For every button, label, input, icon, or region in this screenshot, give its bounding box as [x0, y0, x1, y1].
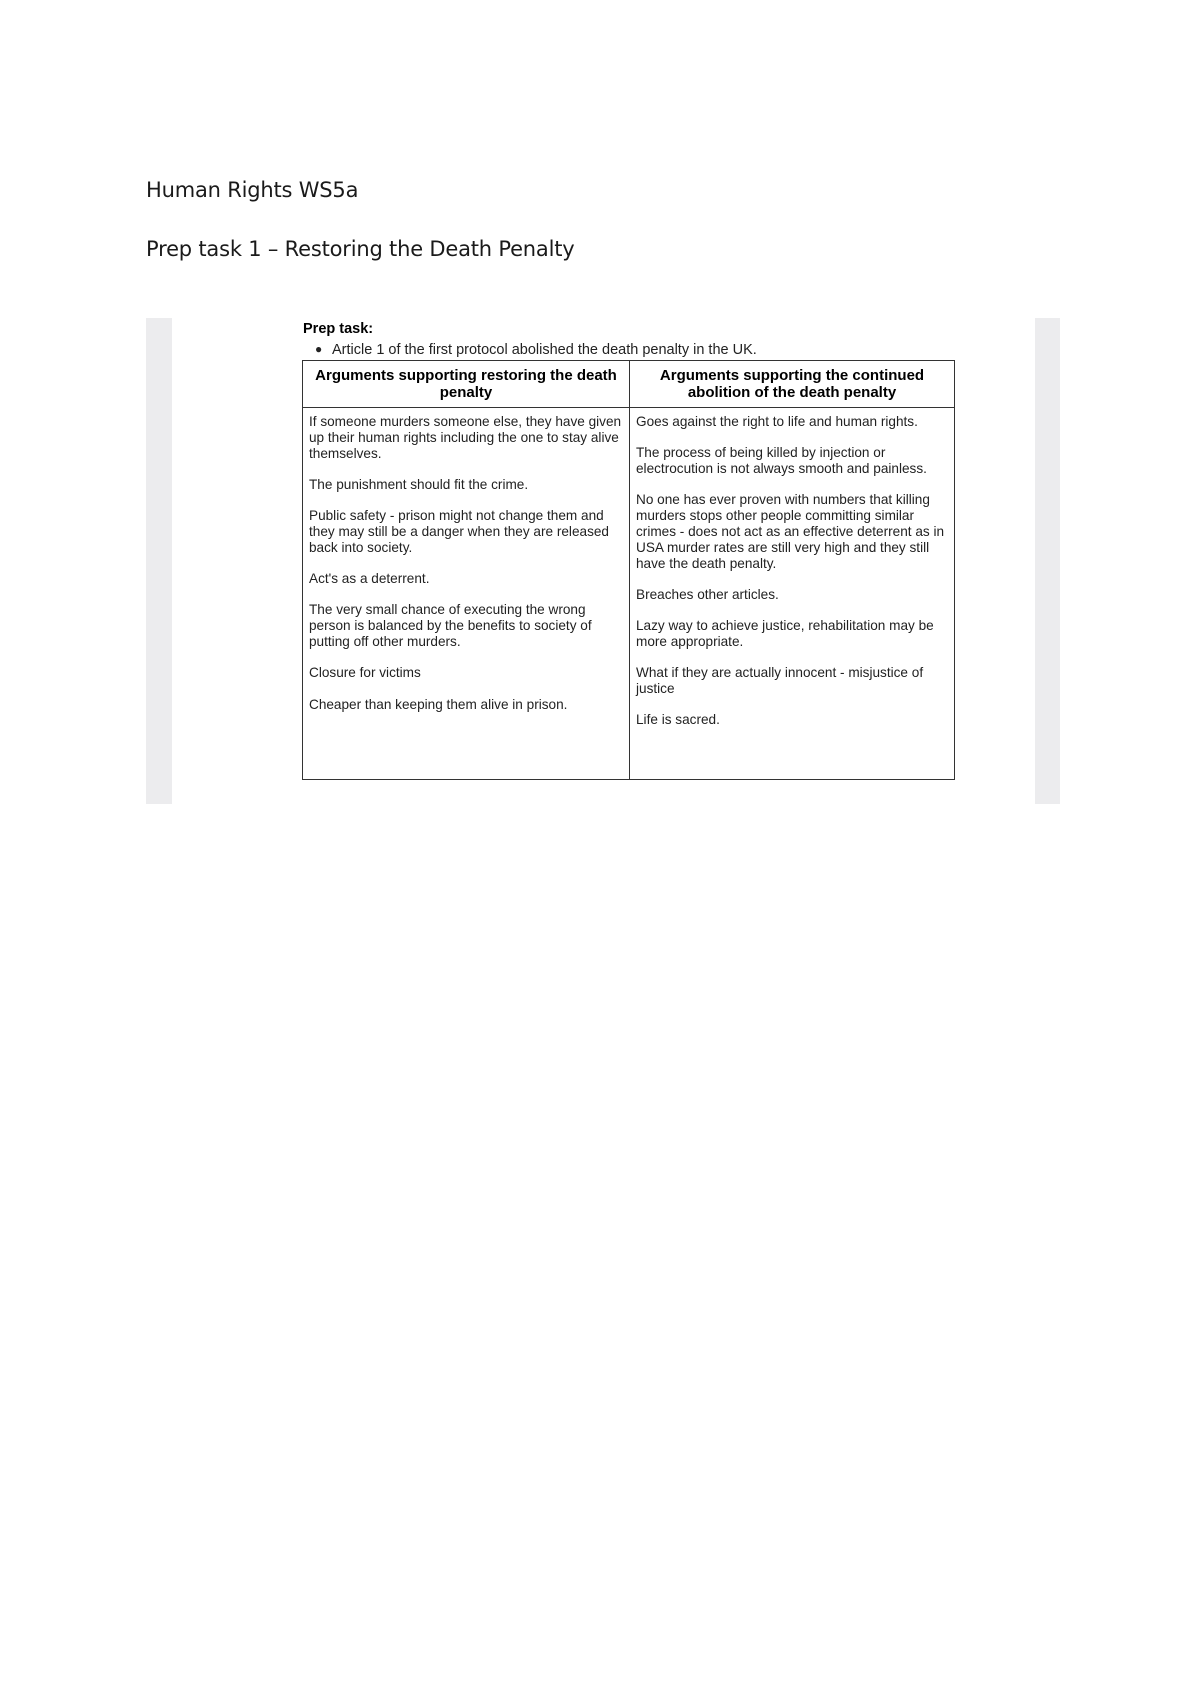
right-item: Breaches other articles.: [636, 586, 779, 602]
left-item: Cheaper than keeping them alive in prison.: [309, 696, 568, 712]
bullet-icon: ●: [315, 342, 323, 356]
right-item: Lazy way to achieve justice, rehabilitation may be more appropriate.: [636, 618, 934, 649]
document-subtitle: Prep task 1 – Restoring the Death Penalty: [146, 237, 575, 261]
left-item: If someone murders someone else, they have given up their human rights including the one to stay alive themselves.: [309, 414, 622, 461]
right-item: No one has ever proven with numbers that killing murders stops other people committing similar crimes - does not act as an effective deterrent as in USA murder rates are still very high and they still have the death penalty.: [636, 492, 945, 571]
left-column: [303, 361, 630, 779]
left-column-header: Arguments supporting restoring the death penalty: [303, 361, 629, 408]
document-title: Human Rights WS5a: [146, 178, 359, 202]
left-column-items: [303, 408, 629, 712]
right-item: Goes against the right to life and human rights.: [636, 414, 918, 429]
right-item: What if they are actually innocent - misjustice of justice: [636, 665, 924, 697]
right-column: [630, 361, 954, 779]
left-item: The very small chance of executing the wrong person is balanced by the benefits to society of putting off other murders.: [309, 602, 592, 649]
left-item: The punishment should fit the crime.: [309, 476, 529, 492]
arguments-table: [302, 360, 955, 780]
right-item: Life is sacred.: [636, 712, 720, 728]
right-column-items: [630, 408, 954, 728]
left-item: Closure for victims: [309, 665, 421, 681]
prep-task-heading: Prep task:: [303, 321, 374, 337]
bullet-text: Article 1 of the first protocol abolished the death penalty in the UK.: [332, 342, 757, 358]
prep-task-bullet: [315, 342, 757, 358]
right-column-header: Arguments supporting the continued abolition of the death penalty: [630, 361, 954, 408]
left-item: Public safety - prison might not change them and they may still be a danger when they are released back into society.: [309, 508, 609, 555]
embedded-image: [172, 318, 1035, 804]
right-item: The process of being killed by injection or electrocution is not always smooth and painless.: [636, 445, 927, 477]
embedded-image-frame: [146, 318, 1060, 804]
left-item: Act's as a deterrent.: [309, 571, 430, 587]
